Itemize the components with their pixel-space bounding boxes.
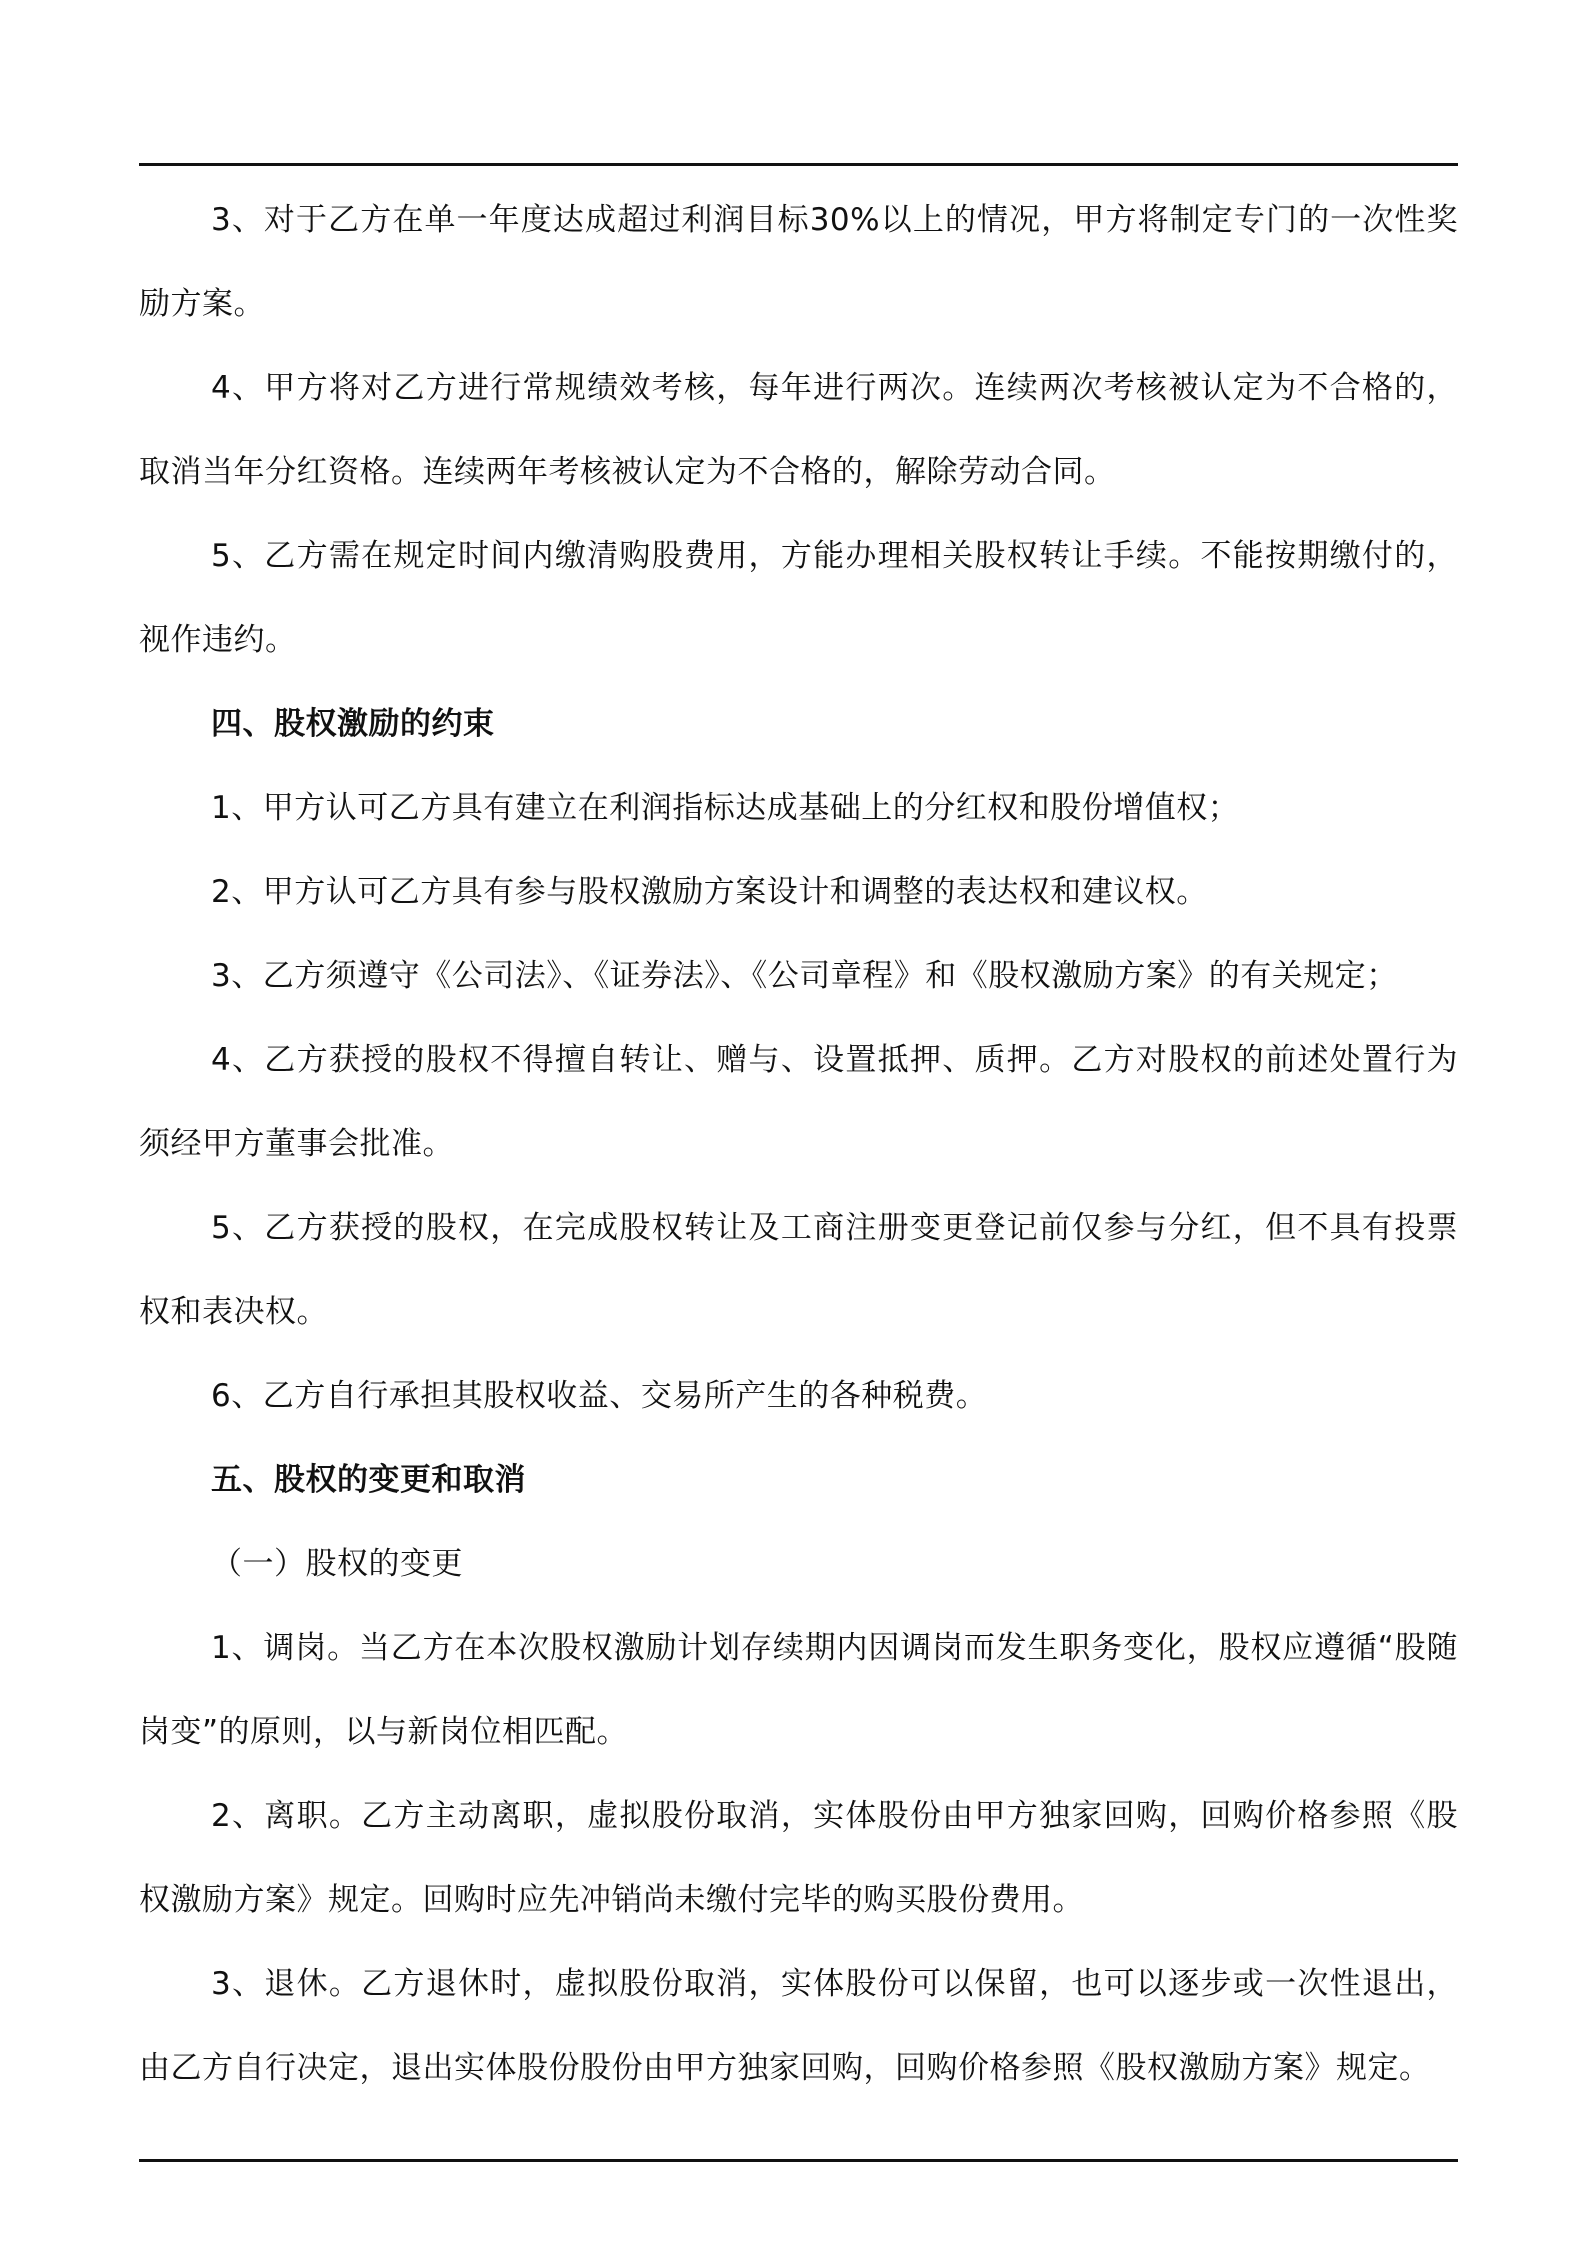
paragraph-constraint-6: 6、乙方自行承担其股权收益、交易所产生的各种税费。 (211, 1378, 988, 1414)
document-body (139, 178, 1458, 2110)
paragraph-constraint-3: 3、乙方须遵守《公司法》、《证券法》、《公司章程》和《股权激励方案》的有关规定； (211, 958, 1398, 994)
paragraph-constraint-4: 4、乙方获授的股权不得擅自转让、赠与、设置抵押、质押。乙方对股权的前述处置行为须经甲方董事会批准。 (139, 1042, 1458, 1162)
footer-rule (139, 2159, 1458, 2162)
paragraph-change-2: 2、离职。乙方主动离职，虚拟股份取消，实体股份由甲方独家回购，回购价格参照《股权激励方案》规定。回购时应先冲销尚未缴付完毕的购买股份费用。 (139, 1798, 1458, 1918)
subsection-heading-change: （一）股权的变更 (211, 1546, 463, 1582)
header-rule (139, 163, 1458, 166)
section-heading-change-cancel: 五、股权的变更和取消 (211, 1462, 526, 1498)
paragraph-constraint-2: 2、甲方认可乙方具有参与股权激励方案设计和调整的表达权和建议权。 (211, 874, 1208, 910)
paragraph-constraint-1: 1、甲方认可乙方具有建立在利润指标达成基础上的分红权和股份增值权； (211, 790, 1240, 826)
section-heading-constraints: 四、股权激励的约束 (211, 706, 495, 742)
paragraph-incentive-3: 3、对于乙方在单一年度达成超过利润目标30%以上的情况，甲方将制定专门的一次性奖励方案。 (139, 202, 1458, 322)
paragraph-incentive-4: 4、甲方将对乙方进行常规绩效考核，每年进行两次。连续两次考核被认定为不合格的，取消当年分红资格。连续两年考核被认定为不合格的，解除劳动合同。 (139, 370, 1458, 490)
paragraph-constraint-5: 5、乙方获授的股权，在完成股权转让及工商注册变更登记前仅参与分红，但不具有投票权和表决权。 (139, 1210, 1458, 1330)
paragraph-change-1: 1、调岗。当乙方在本次股权激励计划存续期内因调岗而发生职务变化，股权应遵循“股随岗变”的原则，以与新岗位相匹配。 (139, 1630, 1458, 1750)
paragraph-incentive-5: 5、乙方需在规定时间内缴清购股费用，方能办理相关股权转让手续。不能按期缴付的，视作违约。 (139, 538, 1458, 658)
paragraph-change-3: 3、退休。乙方退休时，虚拟股份取消，实体股份可以保留，也可以逐步或一次性退出，由乙方自行决定，退出实体股份股份由甲方独家回购，回购价格参照《股权激励方案》规定。 (139, 1966, 1458, 2086)
